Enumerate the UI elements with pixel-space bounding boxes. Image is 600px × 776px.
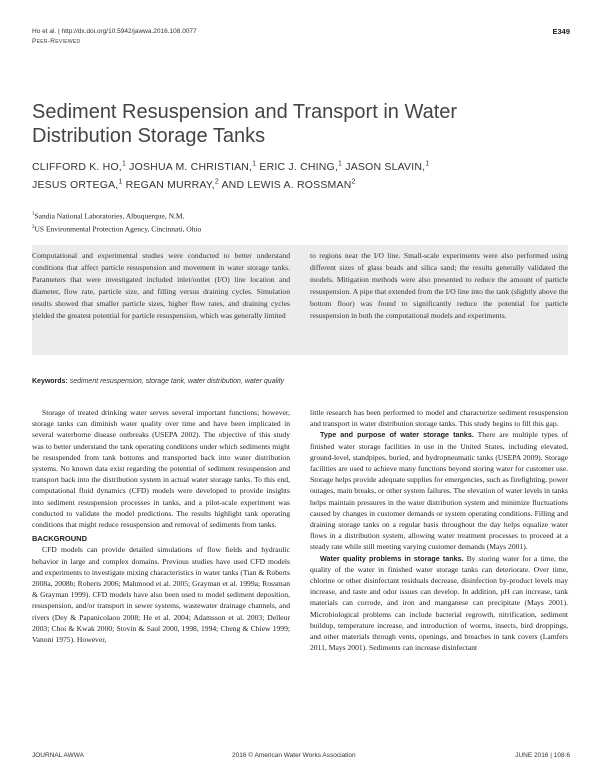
body-column-right [310, 407, 568, 653]
page-code: E349 [552, 27, 570, 36]
article-title: Sediment Resuspension and Transport in Water Distribution Storage Tanks [32, 101, 458, 147]
footer-issue: JUNE 2016 | 108:6 [515, 752, 570, 759]
keywords-label: Keywords: [32, 378, 68, 385]
affiliation: $^2$US Environmental Protection Agency, Cincinnati, Ohio [32, 224, 202, 233]
affiliations [32, 209, 201, 234]
author-list [32, 156, 572, 193]
types-paragraph: Type and purpose of water storage tanks. There are multiple types of finished water storage facilities in use in the United States, including elevated, ground-level, standpipes, buried, and hydropneumatic tanks (USEPA 2009). Storage facilities are used to achieve many functions beyond storing water for customer use. Storage helps provide adequate supplies for emergencies, such as firefighting, power outages, main breaks, or other system failures. The elevation of water levels in tanks helps maintain pressures in the water distribution system and minimize fluctuations caused by changes in customer demands or system operating conditions. Filling and draining storage tanks on a regular basis throughout the day helps equalize water flows in a distribution system, allowing water treatment processes to proceed at a steady rate while still meeting varying customer demands (Mays 2001). [310, 430, 568, 552]
affiliation: $^1$Sandia National Laboratories, Albuquerque, N.M. [32, 211, 185, 221]
author: JOSHUA M. CHRISTIAN,$^1$ [129, 160, 257, 173]
author: CLIFFORD K. HO,$^1$ [32, 160, 127, 173]
intro-paragraph: Storage of treated drinking water serves several important functions; however, storage tanks can diminish water quality over time and have been implicated in several waterborne disease outbreaks (USEPA 2002). The objective of this study was to better understand the tank operating conditions under which sediments might be resuspended from tank bottoms and transported back into water distribution systems. No known data exist regarding the potential of sediment resuspension and transport back into the distribution system in actual water storage tanks. To this end, computational fluid dynamics (CFD) models were developed to provide insights into sediment resuspension processes in tanks, and a pilot-scale experiment was conducted to validate the model predictions. The results highlight tank operating conditions that might reduce resuspension and removal of sediments from tanks. [32, 408, 290, 530]
types-heading: Type and purpose of water storage tanks. [320, 430, 474, 440]
author: JESUS ORTEGA,$^1$ [32, 178, 123, 191]
background-paragraph: CFD models can provide detailed simulations of flow fields and hydraulic behavior in large and complex domains. Previous studies have used CFD models and experiments to investigate mixing characteristics in water tanks (Tian & Roberts 2008a, 2008b; Roberts 2006; Mahmood et al. 2005; Grayman et al. 1999a; Rossman & Grayman 1999). CFD models have also been used to model sediment deposition, resuspension, and/or transport in sewer systems, wastewater drainage channels, and rivers (Dey & Papanicolaou 2008; He et al. 2004; Adamsson et al. 2003; Delleur 2003; Choi & Kwak 2000; Stovin & Saul 2000, 1998, 1994; Cheng & Chiew 1999; Vanoni 1975). However, [32, 545, 290, 645]
abstract-box [32, 245, 568, 355]
quality-paragraph: Water quality problems in storage tanks. By storing water for a time, the quality of the water in finished water storage tanks can deteriorate. Over time, chlorine or other disinfectant residuals decrease, disinfection by-product levels may increase, and taste and odor issues can develop. In addition, pH can increase, tank materials can corrode, and iron and manganese can precipitate (Mays 2001). Microbiological problems can include bacterial regrowth, nitrification, sediment buildup, temperature increase, and introduction of worms, insects, bird droppings, and other materials through vents, openings, and breaches in tank covers (Lamfers 2011, Mays 2001). Sediments can increase disinfectant [310, 553, 568, 653]
author: ERIC J. CHING,$^1$ [259, 160, 343, 173]
footer-copyright: 2016 © American Water Works Association [232, 752, 356, 759]
abstract-left: Computational and experimental studies were conducted to better understand conditions that affect particle resuspension and movement in water storage tanks. Parameters that were investigated included inlet/outlet (I/O) line location and diameter, flow rate, particle size, and filling versus draining cycles. Simulation results showed that smaller particle sizes, higher flow rates, and draining cycles yielded the greatest potential for particle resuspension, which was generally limited [32, 251, 290, 320]
abstract-right: to regions near the I/O line. Small-scale experiments were also performed using different sizes of glass beads and silica sand; the results generally validated the models. Mitigation methods were also presented to reduce the amount of particle resuspension. A pipe that extended from the I/O line into the tank (slightly above the bottom floor) was found to significantly reduce the potential for particle resuspension in both the computational models and experiments. [310, 251, 568, 320]
keywords [32, 378, 284, 385]
author: AND LEWIS A. ROSSMAN$^2$ [221, 178, 356, 191]
running-header [32, 27, 197, 47]
keywords-text: sediment resuspension, storage tank, water distribution, water quality [69, 378, 285, 385]
body-column-left [32, 407, 290, 645]
citation-doi: Ho et al. | http://dx.doi.org/10.5942/jawwa.2016.108.0077 [32, 28, 197, 35]
author: JASON SLAVIN,$^1$ [345, 160, 430, 173]
continued-paragraph: little research has been performed to model and characterize sediment resuspension and transport in water distribution storage tanks. This study begins to fill this gap. [310, 408, 568, 429]
footer-journal: JOURNAL AWWA [32, 752, 85, 759]
author: REGAN MURRAY,$^2$ [125, 178, 219, 191]
quality-heading: Water quality problems in storage tanks. [320, 553, 464, 563]
background-heading: BACKGROUND [32, 534, 87, 544]
section-label: Peer-Reviewed [32, 38, 81, 45]
